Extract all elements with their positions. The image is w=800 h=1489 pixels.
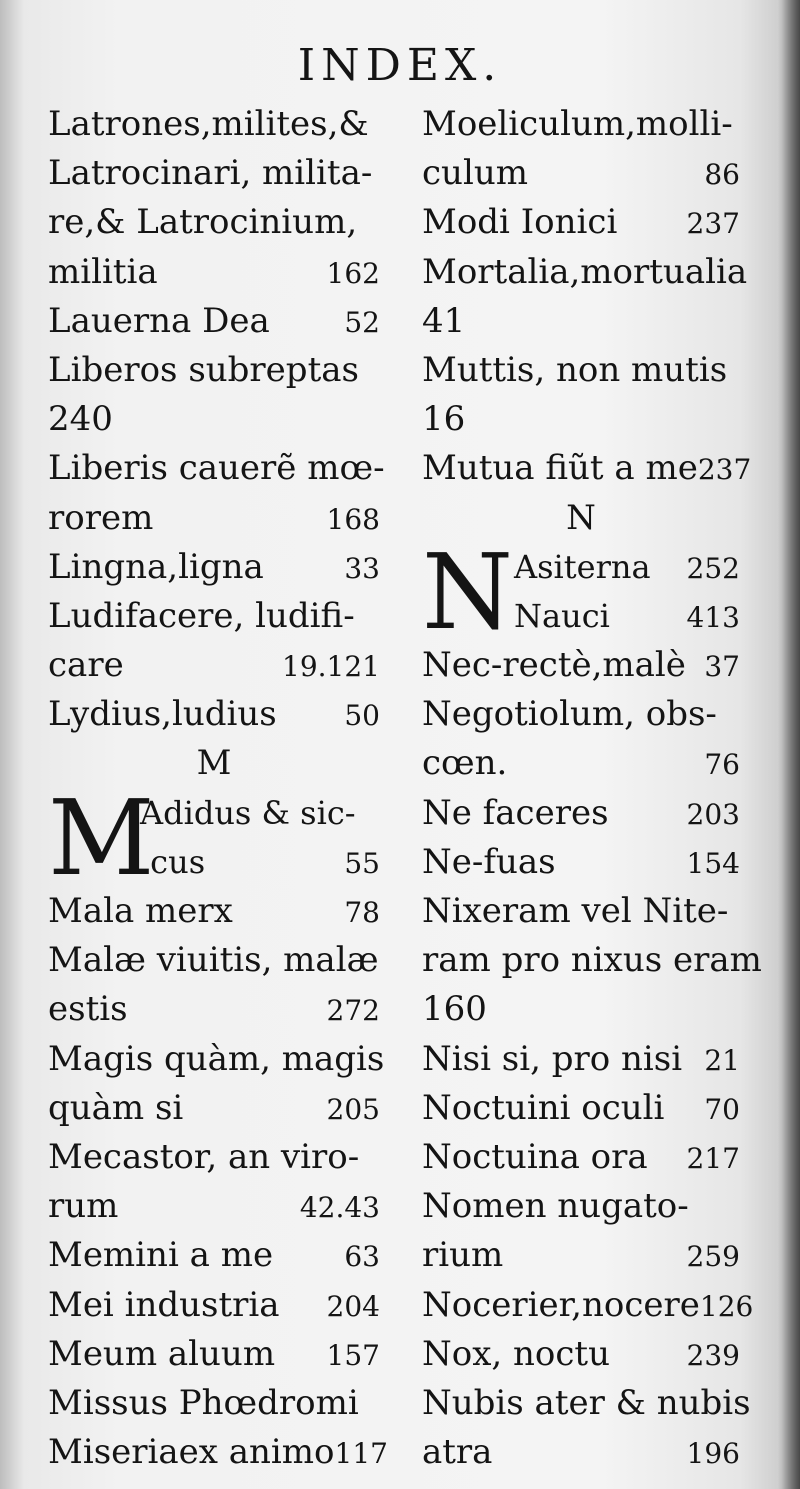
entry-term: Nec-rectè,malè: [422, 645, 686, 686]
entry-term: Mutua fiũt a me: [422, 448, 698, 489]
entry-term: rum: [48, 1186, 119, 1227]
index-entry: [422, 444, 752, 493]
index-entry: [422, 838, 740, 887]
entry-term: Memini a me: [48, 1235, 274, 1276]
entry-term: care: [48, 645, 124, 686]
index-entry: [422, 936, 762, 985]
dropcap-initial: M: [48, 776, 155, 899]
index-entry: [422, 789, 740, 838]
entry-term: Asiterna: [514, 547, 651, 586]
entry-term: 16: [422, 399, 466, 440]
index-entry: [140, 838, 380, 887]
index-entry: [48, 1281, 380, 1330]
entry-term: .cus: [140, 842, 206, 881]
index-entry: [422, 1231, 740, 1280]
entry-page-number: 126: [699, 1289, 754, 1323]
entry-term: Miseriaex animo: [48, 1432, 335, 1473]
entry-term: Ne-fuas: [422, 841, 556, 882]
entry-term: Lydius,ludius: [48, 694, 277, 735]
index-entry: [48, 297, 380, 346]
index-entry: [422, 100, 740, 149]
entry-term: Ludifacere, ludifi-: [48, 595, 355, 636]
entry-term: 240: [48, 399, 113, 440]
index-entry: [48, 444, 385, 493]
index-entry: [422, 739, 740, 788]
entry-page-number: 33: [344, 551, 380, 585]
section-letter-heading: N: [566, 497, 596, 538]
index-entry: [422, 198, 740, 247]
entry-term: Nisi si, pro nisi: [422, 1038, 683, 1079]
entry-page-number: 204: [326, 1289, 380, 1323]
entry-page-number: 272: [326, 994, 380, 1028]
entry-term: Latrones,milites,&: [48, 104, 369, 144]
entry-term: Mei industria: [48, 1284, 280, 1325]
entry-page-number: 196: [686, 1437, 740, 1471]
entry-page-number: 217: [686, 1141, 740, 1175]
entry-page-number: 237: [697, 453, 752, 487]
entry-page-number: 259: [686, 1240, 740, 1274]
index-entry: [422, 1133, 740, 1182]
index-entry: [422, 297, 740, 346]
entry-page-number: 239: [686, 1338, 740, 1372]
index-entry: [48, 985, 380, 1034]
index-entry: [48, 395, 380, 444]
index-entry: [48, 1084, 380, 1133]
index-entry: [422, 887, 740, 936]
index-entry: [422, 1428, 740, 1477]
index-entry: [48, 1133, 380, 1182]
entry-term: quàm si: [48, 1087, 184, 1128]
index-entry: [422, 1035, 740, 1084]
entry-page-number: 86: [704, 158, 740, 192]
entry-term: Modi Ionici: [422, 202, 618, 243]
entry-page-number: 19.121: [282, 650, 380, 684]
index-entry: [48, 494, 380, 543]
index-entry: [422, 1182, 740, 1231]
index-entry: [48, 1428, 388, 1477]
entry-page-number: 162: [326, 256, 380, 290]
entry-page-number: 117: [334, 1437, 388, 1471]
entry-page-number: 21: [704, 1043, 740, 1077]
section-letter-heading: M: [196, 743, 232, 784]
entry-term: Liberis cauerẽ mœ-: [48, 448, 385, 489]
index-entry: [140, 789, 380, 838]
entry-term: 41: [422, 300, 466, 341]
entry-term: Mecastor, an viro-: [48, 1136, 360, 1177]
entry-term: Lingna,ligna: [48, 546, 264, 587]
index-column-right: [422, 100, 762, 1477]
entry-term: Noctuini oculi: [422, 1087, 665, 1128]
index-entry: [48, 887, 380, 936]
entry-page-number: 50: [344, 699, 380, 733]
index-entry: [422, 641, 740, 690]
dropcap-lines: [514, 543, 740, 641]
index-entry: [48, 346, 380, 395]
entry-page-number: 37: [704, 650, 740, 684]
entry-term: cœn.: [422, 743, 508, 784]
index-entry: [48, 248, 380, 297]
entry-page-number: 78: [344, 896, 380, 930]
index-entry: [422, 395, 740, 444]
entry-page-number: 157: [326, 1338, 380, 1372]
entry-term: Mala merx: [48, 891, 233, 932]
index-entry: [422, 985, 740, 1034]
entry-page-number: 413: [686, 600, 740, 634]
entry-term: estis: [48, 989, 128, 1030]
index-entry: [422, 1330, 740, 1379]
entry-page-number: 52: [344, 305, 380, 339]
index-entry: [48, 641, 380, 690]
entry-term: Malæ viuitis, malæ: [48, 940, 379, 981]
entry-page-number: 237: [686, 207, 740, 241]
entry-term: rium: [422, 1235, 504, 1276]
index-column-left: [48, 100, 388, 1477]
entry-page-number: 168: [326, 502, 380, 536]
index-entry: [422, 248, 748, 297]
entry-term: Mortalia,mortualia: [422, 251, 748, 292]
entry-term: Ne faceres: [422, 792, 609, 833]
entry-page-number: 42.43: [299, 1191, 380, 1225]
index-entry: [48, 100, 380, 149]
index-entry: [514, 592, 740, 641]
entry-term: rorem: [48, 497, 154, 538]
entry-term: Latrocinari, milita-: [48, 153, 373, 194]
entry-page-number: 63: [344, 1240, 380, 1274]
index-entry: [422, 1379, 751, 1428]
index-entry: [48, 1379, 380, 1428]
entry-term: culum: [422, 153, 528, 194]
entry-term: atra: [422, 1432, 493, 1473]
index-entry: [48, 543, 380, 592]
entry-term: Muttis, non mutis: [422, 349, 728, 390]
index-entry: [48, 1231, 380, 1280]
page-title: INDEX.: [297, 40, 503, 91]
entry-page-number: 55: [344, 846, 380, 880]
index-entry: [48, 592, 380, 641]
index-entry: [48, 936, 380, 985]
entry-term: Missus Phœdromi: [48, 1382, 359, 1423]
index-entry: [48, 149, 380, 198]
index-entry: [422, 1084, 740, 1133]
entry-term: Nauci: [514, 596, 610, 635]
index-entry: [48, 690, 380, 739]
entry-term: Noctuina ora: [422, 1136, 648, 1177]
dropcap-initial: N: [422, 530, 513, 653]
index-entry: [48, 1035, 385, 1084]
entry-term: Nocerier,nocere: [422, 1284, 700, 1325]
entry-term: Nox, noctu: [422, 1333, 610, 1374]
entry-page-number: 70: [704, 1092, 740, 1126]
entry-term: militia: [48, 251, 158, 292]
entry-page-number: 154: [686, 846, 740, 880]
entry-page-number: 205: [326, 1092, 380, 1126]
entry-term: 160: [422, 989, 487, 1030]
index-entry: [48, 1182, 380, 1231]
entry-term: Nomen nugato-: [422, 1186, 689, 1227]
entry-term: ram pro nixus eram: [422, 940, 762, 981]
entry-term: Moeliculum,molli-: [422, 104, 733, 144]
entry-term: Negotiolum, obs-: [422, 694, 717, 735]
index-entry: [48, 198, 380, 247]
entry-term: Liberos subreptas: [48, 349, 359, 390]
index-entry: [514, 543, 740, 592]
entry-page-number: 252: [686, 551, 740, 585]
page-edge-shadow: [782, 0, 800, 1489]
entry-term: Adidus & sic-: [140, 793, 356, 832]
index-entry: [422, 346, 740, 395]
dropcap-entry: [48, 776, 380, 899]
entry-page-number: 76: [704, 748, 740, 782]
entry-term: Lauerna Dea: [48, 300, 270, 341]
entry-term: Meum aluum: [48, 1333, 276, 1374]
index-entry: [422, 149, 740, 198]
dropcap-lines: [140, 789, 380, 887]
entry-term: Nubis ater & nubis: [422, 1382, 751, 1423]
index-entry: [422, 1281, 754, 1330]
entry-term: Nixeram vel Nite-: [422, 891, 729, 932]
entry-term: re,& Latrocinium,: [48, 202, 358, 243]
index-entry: [422, 690, 740, 739]
index-entry: [48, 1330, 380, 1379]
dropcap-entry: [422, 530, 740, 653]
entry-page-number: 203: [686, 797, 740, 831]
entry-term: Magis quàm, magis: [48, 1038, 385, 1079]
